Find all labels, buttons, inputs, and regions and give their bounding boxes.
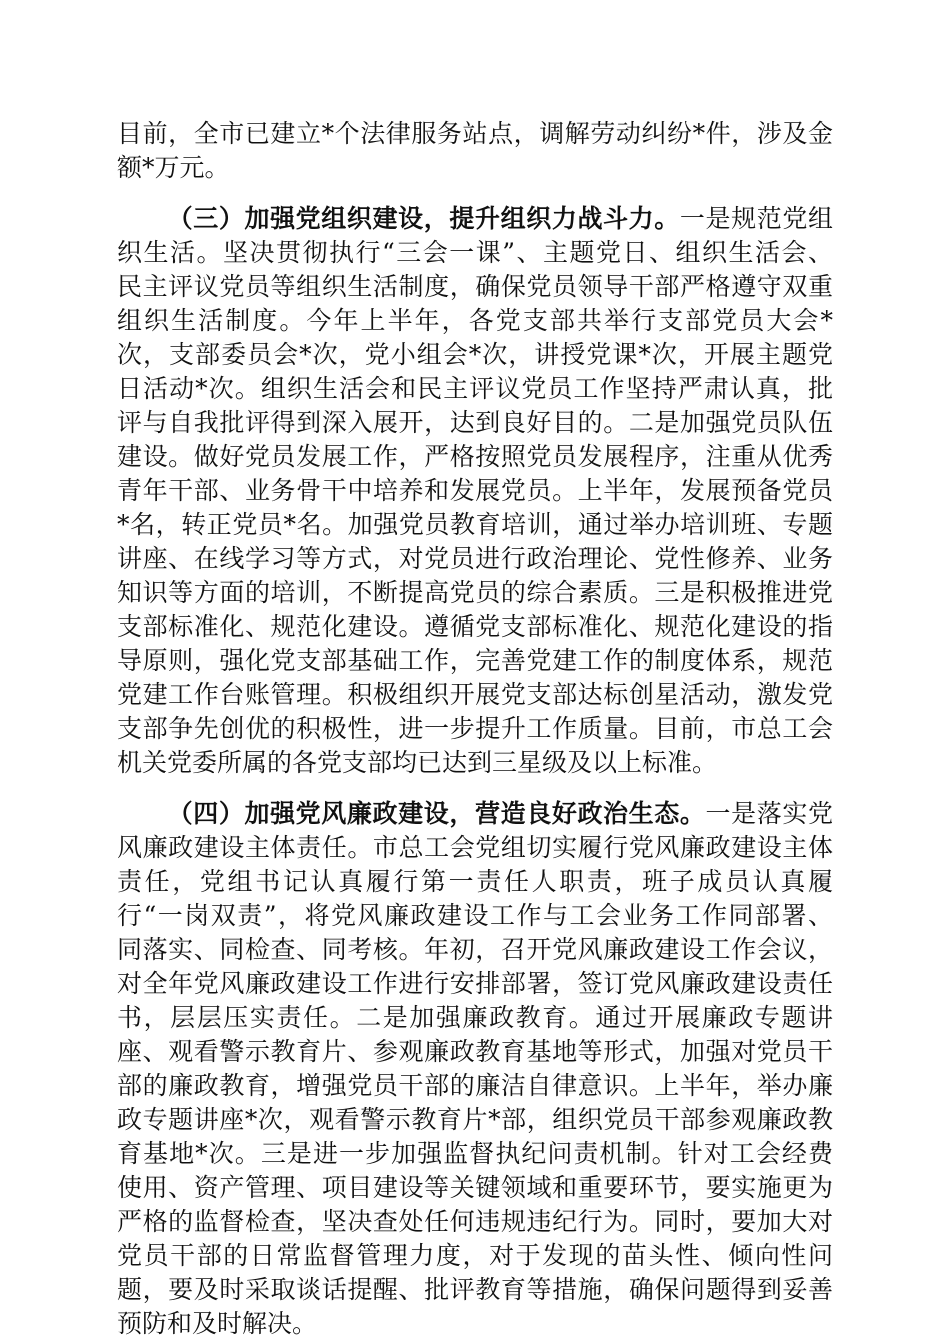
text-line: 知识等方面的培训，不断提高党员的综合素质。三是积极推进党 (117, 578, 833, 607)
text-line: 对全年党风廉政建设工作进行安排部署，签订党风廉政建设责任 (117, 969, 833, 998)
section-4-lead: 一是落实党 (705, 799, 833, 828)
text-line: 责任，党组书记认真履行第一责任人职责，班子成员认真履 (117, 867, 833, 896)
text-line: 行“一岗双责”，将党风廉政建设工作与工会业务工作同部署、 (117, 901, 833, 930)
text-line: 额*万元。 (117, 153, 230, 182)
text-line: 使用、资产管理、项目建设等关键领域和重要环节，要实施更为 (117, 1173, 833, 1202)
text-line: 同落实、同检查、同考核。年初，召开党风廉政建设工作会议， (117, 935, 833, 964)
text-line: 目前，全市已建立*个法律服务站点，调解劳动纠纷*件，涉及金 (117, 119, 833, 148)
text-line: 支部争先创优的积极性，进一步提升工作质量。目前，市总工会 (117, 714, 833, 743)
text-line: 座、观看警示教育片、参观廉政教育基地等形式，加强对党员干 (117, 1037, 833, 1066)
section-4-first-line (117, 797, 833, 831)
text-line: *名，转正党员*名。加强党员教育培训，通过举办培训班、专题 (117, 510, 833, 539)
text-line: 政专题讲座*次，观看警示教育片*部，组织党员干部参观廉政教 (117, 1105, 833, 1134)
text-line: 讲座、在线学习等方式，对党员进行政治理论、党性修养、业务 (117, 544, 833, 573)
text-line: 导原则，强化党支部基础工作，完善党建工作的制度体系，规范 (117, 646, 833, 675)
text-line: 青年干部、业务骨干中培养和发展党员。上半年，发展预备党员 (117, 476, 833, 505)
section-3-heading: （三）加强党组织建设，提升组织力战斗力。 (167, 204, 680, 233)
text-line: 育基地*次。三是进一步加强监督执纪问责机制。针对工会经费 (117, 1139, 833, 1168)
text-line: 评与自我批评得到深入展开，达到良好目的。二是加强党员队伍 (117, 408, 833, 437)
text-line: 预防和及时解决。 (117, 1309, 318, 1338)
text-line: 民主评议党员等组织生活制度，确保党员领导干部严格遵守双重 (117, 272, 833, 301)
text-line: 党员干部的日常监督管理力度，对于发现的苗头性、倾向性问 (117, 1241, 833, 1270)
text-line: 日活动*次。组织生活会和民主评议党员工作坚持严肃认真，批 (117, 374, 833, 403)
section-3-first-line (117, 202, 833, 236)
text-line: 部的廉政教育，增强党员干部的廉洁自律意识。上半年，举办廉 (117, 1071, 833, 1100)
section-3-lead: 一是规范党组 (679, 204, 833, 233)
section-4-heading: （四）加强党风廉政建设，营造良好政治生态。 (167, 799, 706, 828)
text-line: 机关党委所属的各党支部均已达到三星级及以上标准。 (117, 748, 718, 777)
text-line: 党建工作台账管理。积极组织开展党支部达标创星活动，激发党 (117, 680, 833, 709)
text-line: 织生活。坚决贯彻执行“三会一课”、主题党日、组织生活会、 (117, 238, 833, 267)
text-line: 风廉政建设主体责任。市总工会党组切实履行党风廉政建设主体 (117, 833, 833, 862)
text-line: 严格的监督检查，坚决查处任何违规违纪行为。同时，要加大对 (117, 1207, 833, 1236)
text-line: 次，支部委员会*次，党小组会*次，讲授党课*次，开展主题党 (117, 340, 833, 369)
text-line: 支部标准化、规范化建设。遵循党支部标准化、规范化建设的指 (117, 612, 833, 641)
text-line: 题，要及时采取谈话提醒、批评教育等措施，确保问题得到妥善 (117, 1275, 833, 1304)
text-line: 组织生活制度。今年上半年，各党支部共举行支部党员大会* (117, 306, 833, 335)
text-line: 建设。做好党员发展工作，严格按照党员发展程序，注重从优秀 (117, 442, 833, 471)
text-line: 书，层层压实责任。二是加强廉政教育。通过开展廉政专题讲 (117, 1003, 833, 1032)
